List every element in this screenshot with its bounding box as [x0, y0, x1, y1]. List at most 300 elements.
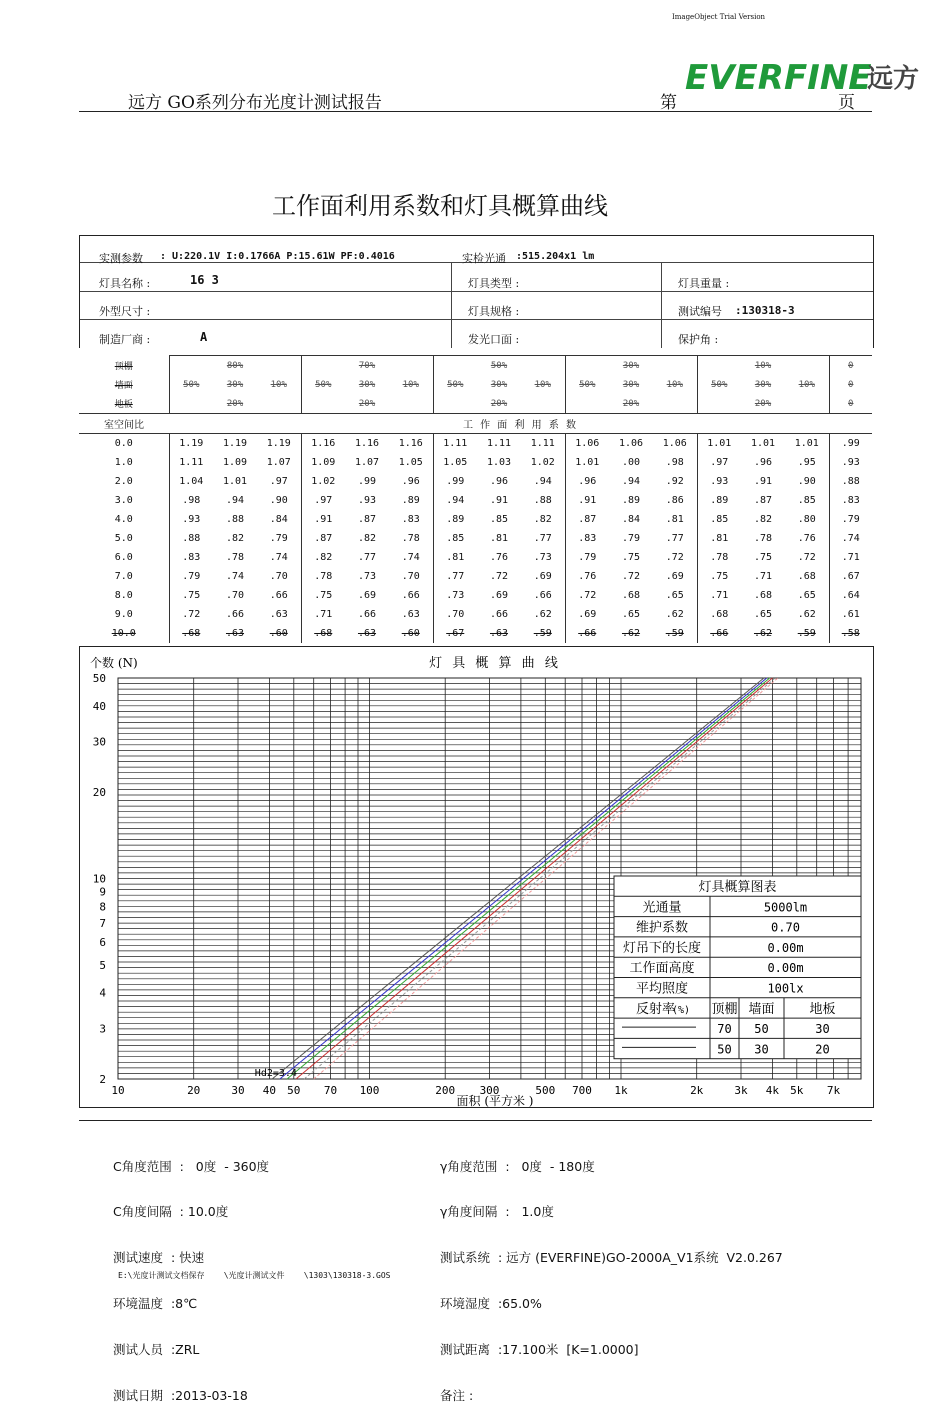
wall-value: 50%: [169, 375, 213, 394]
cu-data-row: [79, 548, 872, 567]
reflectance-header: 顶棚: [711, 1001, 738, 1017]
cu-value: .77: [433, 567, 477, 586]
y-tick-label: 30: [92, 735, 106, 749]
cu-value: .68: [301, 624, 345, 643]
ceiling-group: 10%: [697, 356, 829, 376]
wall-value: 50%: [697, 375, 741, 394]
cu-data-row: [79, 586, 872, 605]
estimate-row-label: 灯吊下的长度: [622, 940, 702, 956]
cu-value: .66: [533, 590, 552, 601]
cu-value: .81: [697, 529, 741, 548]
cu-value: 1.04: [169, 472, 213, 491]
cu-value: .69: [533, 571, 552, 582]
cu-value: .69: [357, 590, 377, 601]
cu-value: .83: [169, 548, 213, 567]
ceiling-group: 50%: [433, 356, 565, 376]
wall-value: 50%: [433, 375, 477, 394]
cu-value: .70: [433, 605, 477, 624]
cu-value: .58: [829, 624, 872, 643]
cu-value: .82: [357, 533, 377, 544]
rcr-label: 室空间比: [79, 414, 169, 434]
estimate-row-value: 0.00m: [767, 961, 804, 976]
cu-value: 1.11: [433, 434, 477, 454]
cu-value: .68: [797, 571, 816, 582]
page-suffix: 页: [838, 93, 855, 113]
reflectance-value: 20: [815, 1042, 830, 1057]
reflectance-value: 50: [717, 1042, 732, 1057]
cu-value: .93: [697, 472, 741, 491]
cu-value: .98: [665, 457, 684, 468]
cu-value: .95: [797, 457, 816, 468]
estimate-row-value: 0.70: [771, 920, 800, 935]
maker-label: 制造厂商 :: [99, 333, 151, 346]
cu-value: .63: [401, 609, 420, 620]
cu-value: .78: [301, 567, 345, 586]
protect-label: 保护角 :: [678, 333, 719, 346]
cu-value: .97: [269, 476, 288, 487]
trial-watermark: ImageObject Trial Version: [672, 13, 766, 21]
floor-group: 20%: [697, 394, 829, 414]
x-tick-label: 30: [231, 1084, 245, 1097]
cu-value: .74: [269, 552, 288, 563]
cu-value: .66: [697, 624, 741, 643]
cu-value: 1.01: [565, 453, 609, 472]
footer-left-line: 测试速度 : 快速: [113, 1250, 205, 1266]
cu-value: .83: [401, 514, 420, 525]
flux-value: :515.204x1 lm: [516, 251, 595, 262]
info-divider: [80, 319, 873, 320]
cu-value: .83: [829, 491, 872, 510]
cu-value: .77: [533, 533, 552, 544]
x-tick-label: 4k: [765, 1084, 780, 1097]
cu-value: 1.11: [521, 434, 565, 454]
page-title: 工作面利用系数和灯具概算曲线: [272, 192, 608, 220]
wall-value: 30%: [358, 379, 376, 390]
cu-value: .93: [357, 495, 377, 506]
cu-value: .88: [225, 514, 245, 525]
cu-value: .96: [565, 472, 609, 491]
header-divider: [79, 111, 872, 112]
y-tick-label: 5: [99, 958, 106, 972]
cu-value: .89: [697, 491, 741, 510]
x-tick-label: 100: [359, 1084, 380, 1097]
cu-value: .92: [665, 476, 684, 487]
cu-value: 1.02: [530, 457, 555, 468]
lamp-name-label: 灯具名称 :: [99, 277, 151, 290]
cu-value: .69: [665, 571, 684, 582]
cu-value: .79: [169, 567, 213, 586]
y-tick-label: 2: [99, 1073, 106, 1086]
cu-value: .60: [269, 628, 288, 639]
cu-value: .72: [565, 586, 609, 605]
footer-left-line: 测试日期 :2013-03-18: [113, 1388, 248, 1404]
cu-value: .84: [621, 514, 641, 525]
cu-table-body: [79, 356, 872, 644]
cu-value: .97: [697, 453, 741, 472]
cu-ceiling-row: [79, 356, 872, 376]
cu-value: 1.11: [169, 453, 213, 472]
wall-value: 30%: [226, 379, 244, 390]
cu-value: .66: [565, 624, 609, 643]
cu-value: .79: [269, 533, 288, 544]
cu-data-row: [79, 567, 872, 586]
cu-value: .76: [489, 552, 509, 563]
cu-value: .59: [797, 628, 816, 639]
aperture-label: 发光口面 :: [468, 333, 520, 346]
floor-group: 20%: [301, 394, 433, 414]
chart-svg: [80, 647, 873, 1107]
cu-data-row: [79, 529, 872, 548]
cu-value: .76: [797, 533, 816, 544]
curve-label: Hd2=3.4: [254, 1068, 297, 1079]
y-tick-label: 6: [99, 936, 106, 950]
footer-right-line: 测试系统 : 远方 (EVERFINE)GO-2000A_V1系统 V2.0.267: [440, 1250, 783, 1266]
page-prefix: 第: [660, 93, 677, 113]
wall-value: 10%: [270, 379, 287, 390]
cu-value: .62: [753, 628, 773, 639]
estimate-row-label: 工作面高度: [629, 961, 695, 977]
cu-value: .88: [533, 495, 552, 506]
cu-value: .66: [489, 609, 509, 620]
cu-value: .70: [401, 571, 420, 582]
footer-right-line: γ角度范围 : 0度 - 180度: [440, 1158, 595, 1174]
y-tick-label: 3: [99, 1022, 106, 1036]
cu-value: 1.01: [697, 434, 741, 454]
cu-value: .76: [565, 567, 609, 586]
cu-value: .71: [697, 586, 741, 605]
x-tick-label: 7k: [826, 1084, 841, 1097]
cu-value: .90: [269, 495, 288, 506]
rcr-value: 1.0: [114, 457, 133, 468]
reflectance-value: 30: [754, 1042, 769, 1057]
cu-value: 1.16: [389, 434, 433, 454]
cu-data-row: [79, 453, 872, 472]
cu-heading-row: [79, 414, 872, 434]
cu-value: .87: [357, 514, 377, 525]
estimate-row-value: 100lx: [767, 981, 804, 996]
cu-data-row: [79, 491, 872, 510]
cu-value: .78: [753, 533, 773, 544]
floor-group: 20%: [169, 394, 301, 414]
cu-value: .75: [301, 586, 345, 605]
cu-value: .63: [357, 628, 377, 639]
size-label: 外型尺寸 :: [99, 305, 151, 318]
cu-value: .62: [665, 609, 684, 620]
cu-value: .74: [225, 571, 245, 582]
cu-value: 1.01: [785, 434, 829, 454]
wall-label: 墙面: [114, 381, 133, 391]
cu-value: .87: [301, 529, 345, 548]
cu-value: .85: [433, 529, 477, 548]
cu-floor-row: [79, 394, 872, 414]
cu-value: .94: [533, 476, 552, 487]
footer-right-line: 测试距离 :17.100米 [K=1.0000]: [440, 1342, 639, 1358]
rcr-value: 4.0: [114, 514, 133, 525]
cu-value: .94: [225, 495, 245, 506]
cu-data-row: [79, 510, 872, 529]
x-axis-label: 面积 (平方米 ): [456, 1094, 534, 1107]
cu-value: .70: [225, 590, 245, 601]
footer-right-line: 环境湿度 :65.0%: [440, 1296, 542, 1312]
cu-table: [79, 355, 872, 643]
y-tick-label: 8: [99, 900, 106, 914]
reflectance-header: 墙面: [748, 1001, 775, 1017]
cu-value: .89: [433, 510, 477, 529]
cu-value: .65: [621, 609, 641, 620]
info-col-divider: [451, 262, 452, 348]
y-tick-label: 4: [99, 986, 106, 1000]
cu-value: .87: [565, 510, 609, 529]
cu-value: .77: [357, 552, 377, 563]
wall-value: 0: [829, 375, 872, 394]
estimate-row-label: 平均照度: [635, 981, 689, 997]
cu-value: .82: [533, 514, 552, 525]
cu-value: .83: [565, 529, 609, 548]
y-tick-label: 10: [92, 872, 106, 886]
cu-value: 1.06: [653, 434, 697, 454]
cu-value: .79: [829, 510, 872, 529]
floor-group: 0: [829, 394, 872, 414]
footer-left-line: 环境温度 :8℃: [113, 1296, 198, 1312]
cu-value: .72: [621, 571, 641, 582]
cu-value: .70: [269, 571, 288, 582]
x-tick-label: 5k: [790, 1084, 804, 1097]
x-tick-label: 3k: [734, 1084, 748, 1097]
cu-value: .99: [829, 434, 872, 454]
cu-value: 1.11: [477, 434, 521, 454]
cu-value: .69: [489, 590, 509, 601]
cu-value: .96: [401, 476, 420, 487]
cu-value: .85: [697, 510, 741, 529]
cu-value: .93: [829, 453, 872, 472]
cu-value: .72: [169, 605, 213, 624]
wall-value: 10%: [798, 379, 815, 390]
cu-value: .91: [489, 495, 509, 506]
wall-value: 30%: [754, 379, 772, 390]
y-tick-label: 20: [92, 786, 106, 800]
cu-value: .99: [433, 472, 477, 491]
y-tick-label: 9: [99, 885, 106, 899]
cu-data-row: [79, 624, 872, 643]
cu-value: .75: [169, 586, 213, 605]
cu-data-row: [79, 605, 872, 624]
cu-value: .72: [489, 571, 509, 582]
footer-divider: [79, 1120, 872, 1121]
footer-left-line: 测试人员 :ZRL: [113, 1342, 200, 1358]
rcr-value: 8.0: [114, 590, 133, 601]
cu-value: .75: [753, 552, 773, 563]
cu-value: 1.16: [345, 434, 389, 454]
file-path: E:\光度计测试文档保存 \光度计测试文件 \1303\130318-3.GOS: [118, 1271, 391, 1280]
cu-value: .79: [565, 548, 609, 567]
cu-data-row: [79, 472, 872, 491]
maker-value: A: [200, 330, 208, 344]
cu-value: .63: [225, 628, 245, 639]
measured-value: : U:220.1V I:0.1766A P:15.61W PF:0.4016: [160, 251, 395, 262]
cu-value: .79: [621, 533, 641, 544]
test-no-value: :130318-3: [735, 304, 795, 317]
estimate-row-value: 5000lm: [763, 900, 808, 915]
cu-value: 1.07: [354, 457, 380, 468]
cu-value: .63: [489, 628, 509, 639]
rcr-value: 0.0: [79, 434, 169, 454]
cu-value: .66: [225, 609, 245, 620]
floor-group: 20%: [565, 394, 697, 414]
rcr-value: 6.0: [114, 552, 133, 563]
cu-value: .86: [665, 495, 684, 506]
cu-value: 1.02: [301, 472, 345, 491]
x-tick-label: 200: [435, 1084, 456, 1097]
info-block: [79, 235, 874, 348]
wall-value: 30%: [622, 379, 640, 390]
cu-value: 1.05: [433, 453, 477, 472]
cu-value: .75: [697, 567, 741, 586]
cu-value: .94: [433, 491, 477, 510]
cu-value: .81: [665, 514, 684, 525]
cu-value: .82: [301, 548, 345, 567]
reflectance-unit: (%): [672, 1004, 691, 1016]
cu-value: .91: [301, 510, 345, 529]
cu-value: .97: [301, 491, 345, 510]
x-tick-label: 700: [572, 1084, 592, 1097]
cu-value: .88: [829, 472, 872, 491]
chart-title: 灯 具 概 算 曲 线: [429, 656, 561, 671]
cu-value: .73: [357, 571, 377, 582]
cu-value: .66: [269, 590, 288, 601]
cu-wall-row: [79, 375, 872, 394]
cu-value: .59: [665, 628, 684, 639]
cu-value: .75: [621, 552, 641, 563]
ceiling-group: 70%: [301, 356, 433, 376]
cu-data-row: [79, 434, 872, 454]
lamp-weight-label: 灯具重量 :: [678, 277, 730, 290]
wall-value: 10%: [402, 379, 419, 390]
wall-value: 50%: [301, 375, 345, 394]
flux-label: 实检光通: [462, 252, 506, 265]
cu-value: .73: [433, 586, 477, 605]
ceiling-group: 0: [829, 356, 872, 376]
cu-value: .89: [401, 495, 420, 506]
cu-value: .78: [697, 548, 741, 567]
footer-left-line: C角度范围 : 0度 - 360度: [113, 1158, 270, 1174]
logo-cn: 远方: [867, 64, 920, 94]
rcr-value: 2.0: [114, 476, 133, 487]
cu-value: 1.09: [301, 453, 345, 472]
wall-value: 10%: [666, 379, 683, 390]
cu-value: .94: [621, 476, 641, 487]
cu-value: .62: [533, 609, 552, 620]
everfine-logo: [685, 55, 943, 97]
reflectance-header: 地板: [809, 1001, 836, 1017]
lamp-type-label: 灯具类型 :: [468, 277, 520, 290]
rcr-value: 3.0: [114, 495, 133, 506]
cu-value: .67: [829, 567, 872, 586]
logo-text: EVERFINE: [685, 58, 872, 97]
cu-heading: 工 作 面 利 用 系 数: [169, 414, 872, 434]
cu-value: .71: [753, 571, 773, 582]
cu-value: .99: [357, 476, 377, 487]
x-tick-label: 10: [111, 1084, 125, 1097]
wall-value: 30%: [490, 379, 508, 390]
ceiling-group: 80%: [169, 356, 301, 376]
x-tick-label: 300: [479, 1084, 500, 1097]
info-col-divider: [661, 262, 662, 348]
cu-value: .85: [489, 514, 509, 525]
cu-value: .96: [753, 457, 773, 468]
spec-label: 灯具规格 :: [468, 305, 520, 318]
cu-value: .60: [401, 628, 420, 639]
cu-value: .62: [621, 628, 641, 639]
reflectance-value: 50: [754, 1022, 769, 1037]
cu-value: .71: [301, 605, 345, 624]
footer-right-line: γ角度间隔 : 1.0度: [440, 1204, 554, 1220]
cu-value: .61: [829, 605, 872, 624]
cu-value: .74: [401, 552, 420, 563]
cu-value: 1.01: [741, 434, 785, 454]
x-tick-label: 20: [187, 1084, 201, 1097]
cu-value: .68: [697, 605, 741, 624]
cu-value: .90: [797, 476, 816, 487]
cu-value: .63: [269, 609, 288, 620]
cu-value: .82: [225, 533, 245, 544]
cu-value: .68: [621, 590, 641, 601]
x-tick-label: 50: [287, 1084, 301, 1097]
x-tick-label: 70: [323, 1084, 338, 1097]
y-tick-label: 40: [92, 699, 106, 713]
cu-value: .87: [753, 495, 773, 506]
cu-value: .89: [621, 495, 641, 506]
cu-value: .65: [665, 590, 684, 601]
cu-value: .78: [401, 533, 420, 544]
x-tick-label: 500: [535, 1084, 556, 1097]
cu-value: .64: [829, 586, 872, 605]
cu-value: .65: [753, 609, 773, 620]
cu-value: 1.06: [609, 434, 653, 454]
cu-value: .80: [797, 514, 816, 525]
cu-value: .62: [797, 609, 816, 620]
test-no-label: 测试编号: [678, 305, 722, 318]
cu-value: .81: [489, 533, 509, 544]
cu-value: 1.05: [398, 457, 423, 468]
footer-left-line: C角度间隔 : 10.0度: [113, 1204, 229, 1220]
ceiling-label: 顶棚: [114, 361, 133, 372]
cu-value: 1.16: [301, 434, 345, 454]
rcr-value: 10.0: [111, 628, 136, 639]
cu-value: .66: [357, 609, 377, 620]
reflectance-value: 30: [815, 1022, 830, 1037]
reflectance-value: 70: [717, 1022, 732, 1037]
cu-value: .78: [225, 552, 245, 563]
cu-value: .96: [489, 476, 509, 487]
cu-value: .72: [665, 552, 684, 563]
cu-value: .98: [169, 491, 213, 510]
report-title: 远方 GO系列分布光度计测试报告: [128, 93, 382, 113]
cu-value: .85: [797, 495, 816, 506]
cu-value: .73: [533, 552, 552, 563]
cu-value: 1.03: [486, 457, 512, 468]
y-tick-label: 7: [99, 916, 106, 930]
cu-value: .59: [533, 628, 552, 639]
cu-value: 1.19: [213, 434, 257, 454]
cu-value: .82: [753, 514, 773, 525]
cu-value: .93: [169, 510, 213, 529]
cu-value: .68: [169, 624, 213, 643]
cu-value: .77: [665, 533, 684, 544]
ceiling-group: 30%: [565, 356, 697, 376]
estimate-table-title: 灯具概算图表: [698, 880, 777, 895]
estimate-row-label: 维护系数: [635, 920, 689, 936]
x-tick-label: 2k: [690, 1084, 704, 1097]
